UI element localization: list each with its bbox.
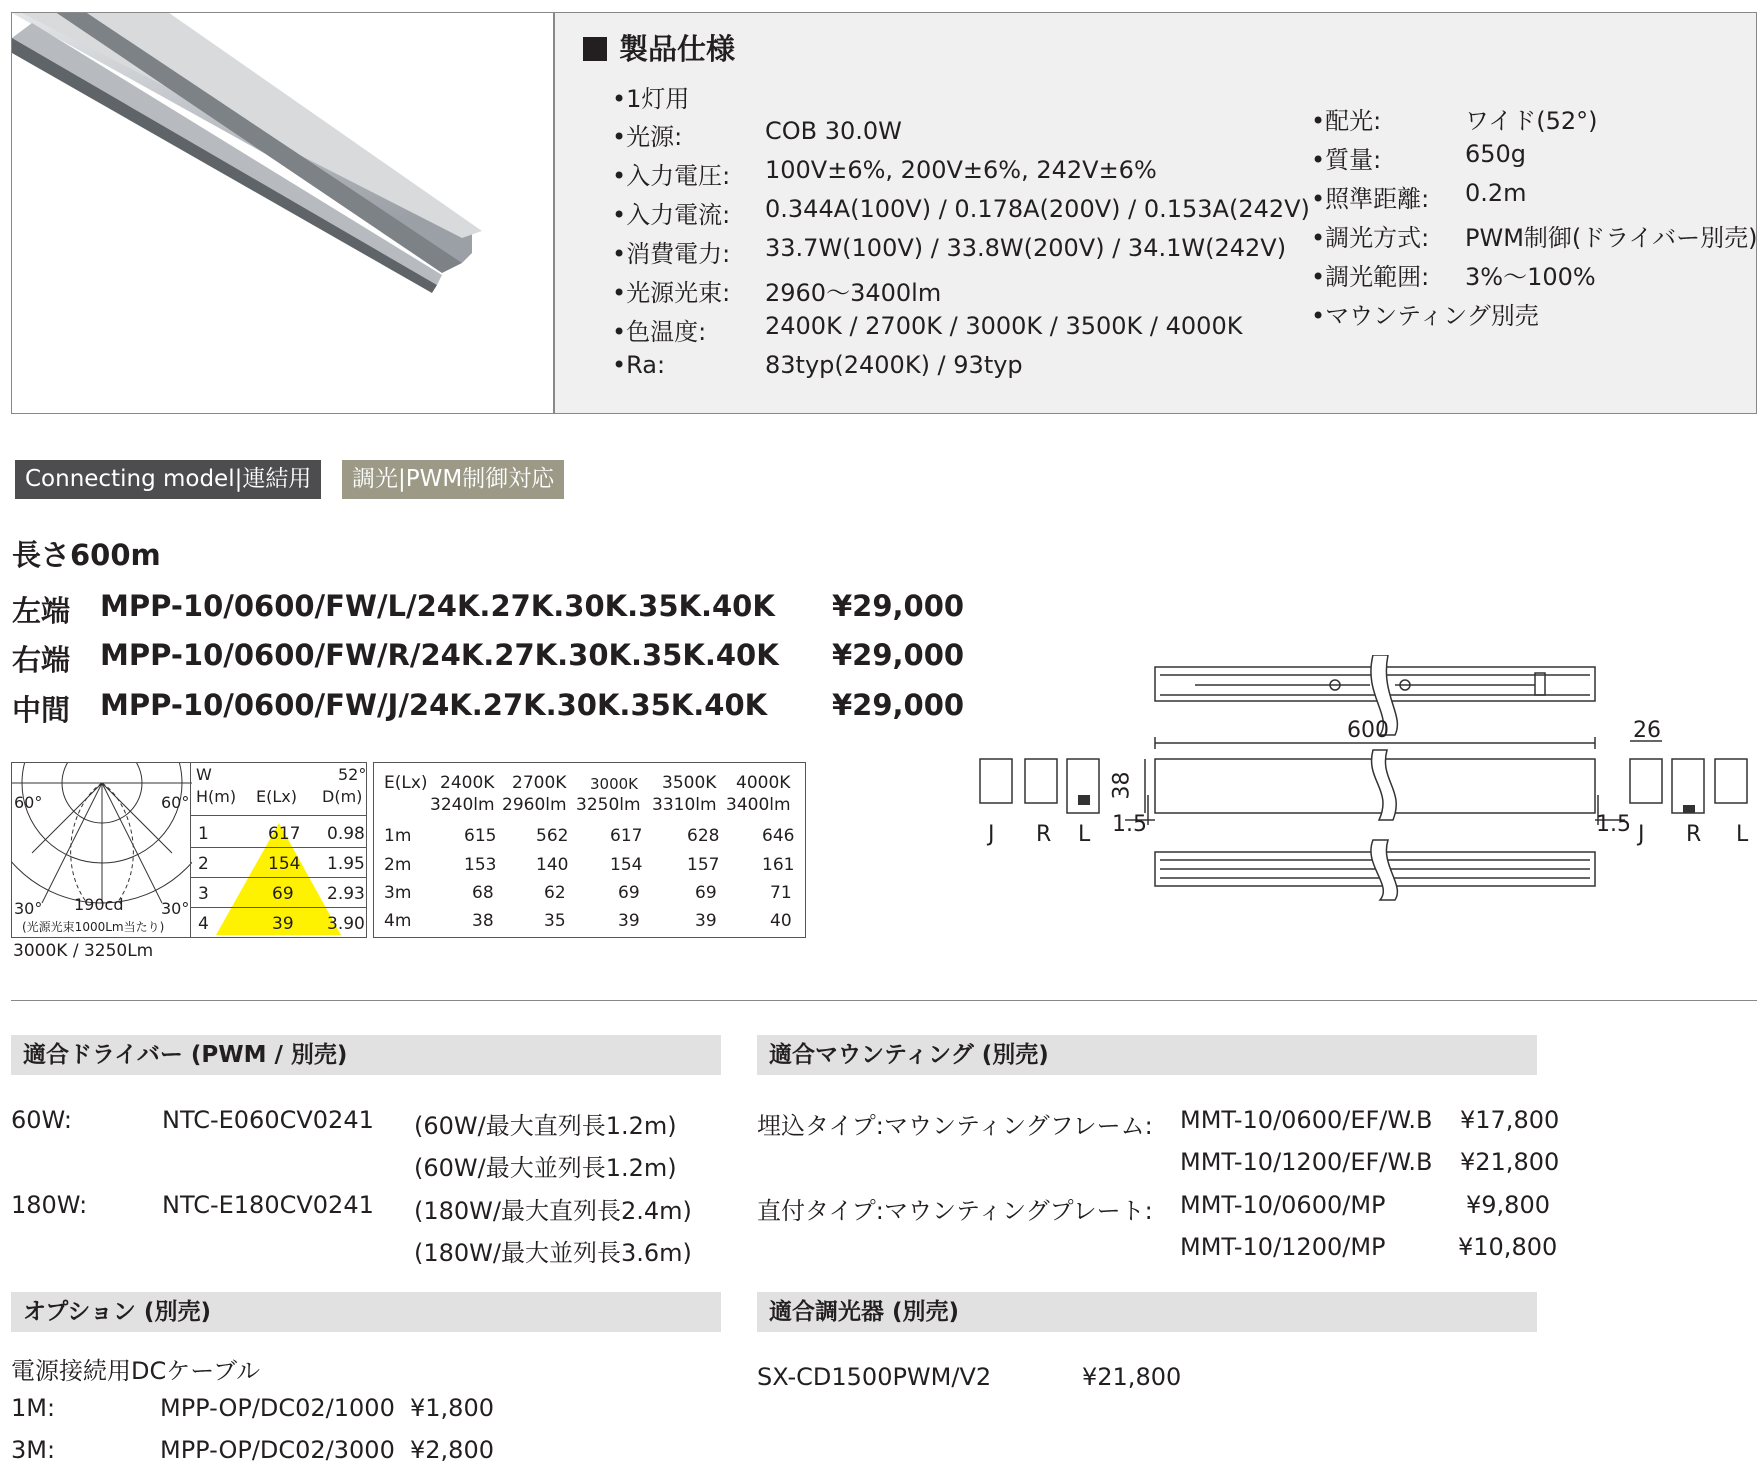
photo-h: 4 [198, 914, 209, 934]
lux-value: 40 [770, 911, 792, 931]
lux-lumen: 3250lm [576, 795, 641, 815]
spec-label: •配光: [1311, 107, 1382, 135]
spec-label: •光源光束: [612, 279, 731, 307]
mounting-price: ¥21,800 [1460, 1148, 1560, 1176]
end-label: L [1736, 822, 1749, 847]
spec-value: 2960〜3400lm [765, 279, 942, 307]
driver-wattage: 180W: [11, 1191, 88, 1219]
spec-label: •照準距離: [1311, 185, 1430, 213]
section-divider [11, 1000, 1757, 1001]
driver-code: NTC-E180CV0241 [162, 1191, 374, 1219]
divider [191, 877, 367, 878]
driver-note: (60W/最大直列長1.2m) [414, 1112, 677, 1140]
spec-label: •入力電圧: [612, 162, 731, 190]
lux-height: 2m [384, 855, 412, 875]
lux-temp: 3000K [590, 775, 639, 793]
spec-title [583, 27, 735, 68]
lux-lumen: 2960lm [502, 795, 567, 815]
spec-title-text: 製品仕様 [619, 32, 736, 66]
lux-value: 615 [464, 826, 497, 846]
photo-h: 3 [198, 884, 209, 904]
dim-width: 26 [1633, 718, 1661, 743]
mounting-code: MMT-10/1200/MP [1180, 1233, 1386, 1261]
badge-dimming: 調光|PWM制御対応 [342, 460, 564, 499]
product-photo [11, 12, 554, 414]
dim-height: 38 [1109, 771, 1135, 800]
spec-value: 0.344A(100V) / 0.178A(200V) / 0.153A(242V) [765, 195, 1310, 223]
photo-d: 0.98 [327, 824, 365, 844]
lux-value: 140 [536, 855, 569, 875]
lux-value: 617 [610, 826, 643, 846]
mounting-name: マウンティングプレート: [884, 1197, 1153, 1225]
lux-temp: 2700K [512, 773, 567, 793]
spec-panel [554, 12, 1757, 414]
spec-label: •入力電流: [612, 201, 731, 229]
dimmer-price: ¥21,800 [1082, 1363, 1182, 1391]
lux-value: 69 [695, 883, 717, 903]
lux-value: 69 [618, 883, 640, 903]
lux-value: 71 [770, 883, 792, 903]
spec-value: 83typ(2400K) / 93typ [765, 351, 1023, 379]
model-price: ¥29,000 [832, 688, 965, 722]
lux-value: 39 [618, 911, 640, 931]
mounting-price: ¥17,800 [1460, 1106, 1560, 1134]
end-label: J [988, 822, 995, 847]
header-h: H(m) [196, 787, 237, 806]
driver-section-title: 適合ドライバー (PWM / 別売) [11, 1035, 721, 1075]
spec-value: COB 30.0W [765, 117, 902, 145]
model-price: ¥29,000 [832, 589, 965, 623]
lux-temp: 3500K [662, 773, 717, 793]
driver-note: (180W/最大直列長2.4m) [414, 1197, 692, 1225]
end-label: R [1036, 822, 1052, 847]
candela-label: 190cd [74, 895, 124, 914]
beam-angle: 52° [338, 765, 367, 784]
spec-value: 33.7W(100V) / 33.8W(200V) / 34.1W(242V) [765, 234, 1287, 262]
mounting-price: ¥9,800 [1466, 1191, 1550, 1219]
photo-d: 3.90 [327, 914, 365, 934]
option-section-title: オプション (別売) [11, 1292, 721, 1332]
lux-table [373, 762, 806, 938]
spec-label: •質量: [1311, 146, 1382, 174]
end-label: R [1686, 822, 1702, 847]
photo-e: 617 [268, 824, 301, 844]
spec-label: •消費電力: [612, 240, 731, 268]
lux-value: 157 [687, 855, 720, 875]
spec-label: •光源: [612, 123, 683, 151]
dim-gap-right: 1.5 [1596, 812, 1631, 837]
spec-label: •1灯用 [612, 85, 690, 113]
mounting-type: 直付タイプ: [757, 1197, 884, 1225]
lux-lumen: 3310lm [652, 795, 717, 815]
lux-temp: 2400K [440, 773, 495, 793]
lux-value: 39 [695, 911, 717, 931]
end-label: J [1638, 822, 1645, 847]
spec-value: 3%〜100% [1465, 263, 1596, 291]
mounting-code: MMT-10/0600/EF/W.B [1180, 1106, 1433, 1134]
divider [191, 815, 367, 816]
spec-value: 650g [1465, 140, 1527, 168]
divider [191, 847, 367, 848]
spec-label: •Ra: [612, 351, 666, 379]
model-code: MPP-10/0600/FW/J/24K.27K.30K.35K.40K [100, 688, 768, 722]
option-length: 1M: [11, 1394, 56, 1422]
option-code: MPP-OP/DC02/3000 [160, 1436, 395, 1464]
photo-h: 1 [198, 824, 209, 844]
option-price: ¥2,800 [410, 1436, 494, 1464]
lux-value: 161 [762, 855, 795, 875]
spec-label: •マウンティング別売 [1311, 302, 1539, 330]
model-code: MPP-10/0600/FW/R/24K.27K.30K.35K.40K [100, 638, 779, 672]
spec-value: 0.2m [1465, 179, 1527, 207]
photo-d: 1.95 [327, 854, 365, 874]
length-title: 長さ600m [12, 538, 161, 572]
spec-value: 2400K / 2700K / 3000K / 3500K / 4000K [765, 312, 1243, 340]
technical-drawing [975, 655, 1760, 905]
lux-value: 68 [472, 883, 494, 903]
dimmer-section-title: 適合調光器 (別売) [757, 1292, 1537, 1332]
w-label: W [196, 765, 212, 784]
lux-value: 154 [610, 855, 643, 875]
option-subtitle: 電源接続用DCケーブル [11, 1357, 261, 1385]
model-code: MPP-10/0600/FW/L/24K.27K.30K.35K.40K [100, 589, 775, 623]
lux-height: 4m [384, 911, 412, 931]
photometric-condition: 3000K / 3250Lm [13, 941, 154, 961]
dim-length: 600 [1347, 718, 1389, 743]
angle-label: 60° [161, 793, 190, 812]
photo-h: 2 [198, 854, 209, 874]
lux-value: 562 [536, 826, 569, 846]
driver-wattage: 60W: [11, 1106, 72, 1134]
model-position: 右端 [12, 643, 71, 677]
driver-code: NTC-E060CV0241 [162, 1106, 374, 1134]
mounting-type: 埋込タイプ: [757, 1112, 884, 1140]
mounting-name: マウンティングフレーム: [884, 1112, 1153, 1140]
lux-height: 3m [384, 883, 412, 903]
angle-label: 30° [161, 899, 190, 918]
lux-value: 628 [687, 826, 720, 846]
header-d: D(m) [322, 787, 363, 806]
option-price: ¥1,800 [410, 1394, 494, 1422]
spec-label: •調光範囲: [1311, 263, 1430, 291]
dimmer-code: SX-CD1500PWM/V2 [757, 1363, 992, 1391]
square-icon [583, 37, 607, 61]
photo-e: 154 [268, 854, 301, 874]
lux-value: 153 [464, 855, 497, 875]
mounting-section-title: 適合マウンティング (別売) [757, 1035, 1537, 1075]
badge-connecting-model: Connecting model|連結用 [15, 460, 321, 499]
basis-note: (光源光束1000Lm当たり) [22, 920, 165, 934]
photo-e: 69 [272, 884, 294, 904]
lux-lumen: 3400lm [726, 795, 791, 815]
spec-value: ワイド(52°) [1465, 107, 1598, 135]
model-price: ¥29,000 [832, 638, 965, 672]
dim-gap-left: 1.5 [1112, 812, 1147, 837]
lux-value: 646 [762, 826, 795, 846]
angle-label: 60° [14, 793, 43, 812]
angle-label: 30° [14, 899, 43, 918]
end-label: L [1078, 822, 1091, 847]
mounting-code: MMT-10/1200/EF/W.B [1180, 1148, 1433, 1176]
spec-value: 100V±6%, 200V±6%, 242V±6% [765, 156, 1157, 184]
spec-label: •色温度: [612, 318, 707, 346]
lux-temp: 4000K [736, 773, 791, 793]
lux-value: 38 [472, 911, 494, 931]
spec-label: •調光方式: [1311, 224, 1430, 252]
lux-height: 1m [384, 826, 412, 846]
photometric-diagram [11, 762, 367, 938]
option-length: 3M: [11, 1436, 56, 1464]
photo-e: 39 [272, 914, 294, 934]
lux-lumen: 3240lm [430, 795, 495, 815]
spec-value: PWM制御(ドライバー別売) [1465, 224, 1758, 252]
lux-value: 35 [544, 911, 566, 931]
header-e: E(Lx) [256, 787, 297, 806]
option-code: MPP-OP/DC02/1000 [160, 1394, 395, 1422]
driver-note: (180W/最大並列長3.6m) [414, 1239, 692, 1267]
product-image [12, 13, 554, 414]
divider [191, 907, 367, 908]
driver-note: (60W/最大並列長1.2m) [414, 1154, 677, 1182]
mounting-code: MMT-10/0600/MP [1180, 1191, 1386, 1219]
lux-value: 62 [544, 883, 566, 903]
mounting-price: ¥10,800 [1458, 1233, 1558, 1261]
model-position: 中間 [12, 693, 71, 727]
photo-d: 2.93 [327, 884, 365, 904]
lux-corner: E(Lx) [384, 773, 428, 793]
model-position: 左端 [12, 594, 71, 628]
